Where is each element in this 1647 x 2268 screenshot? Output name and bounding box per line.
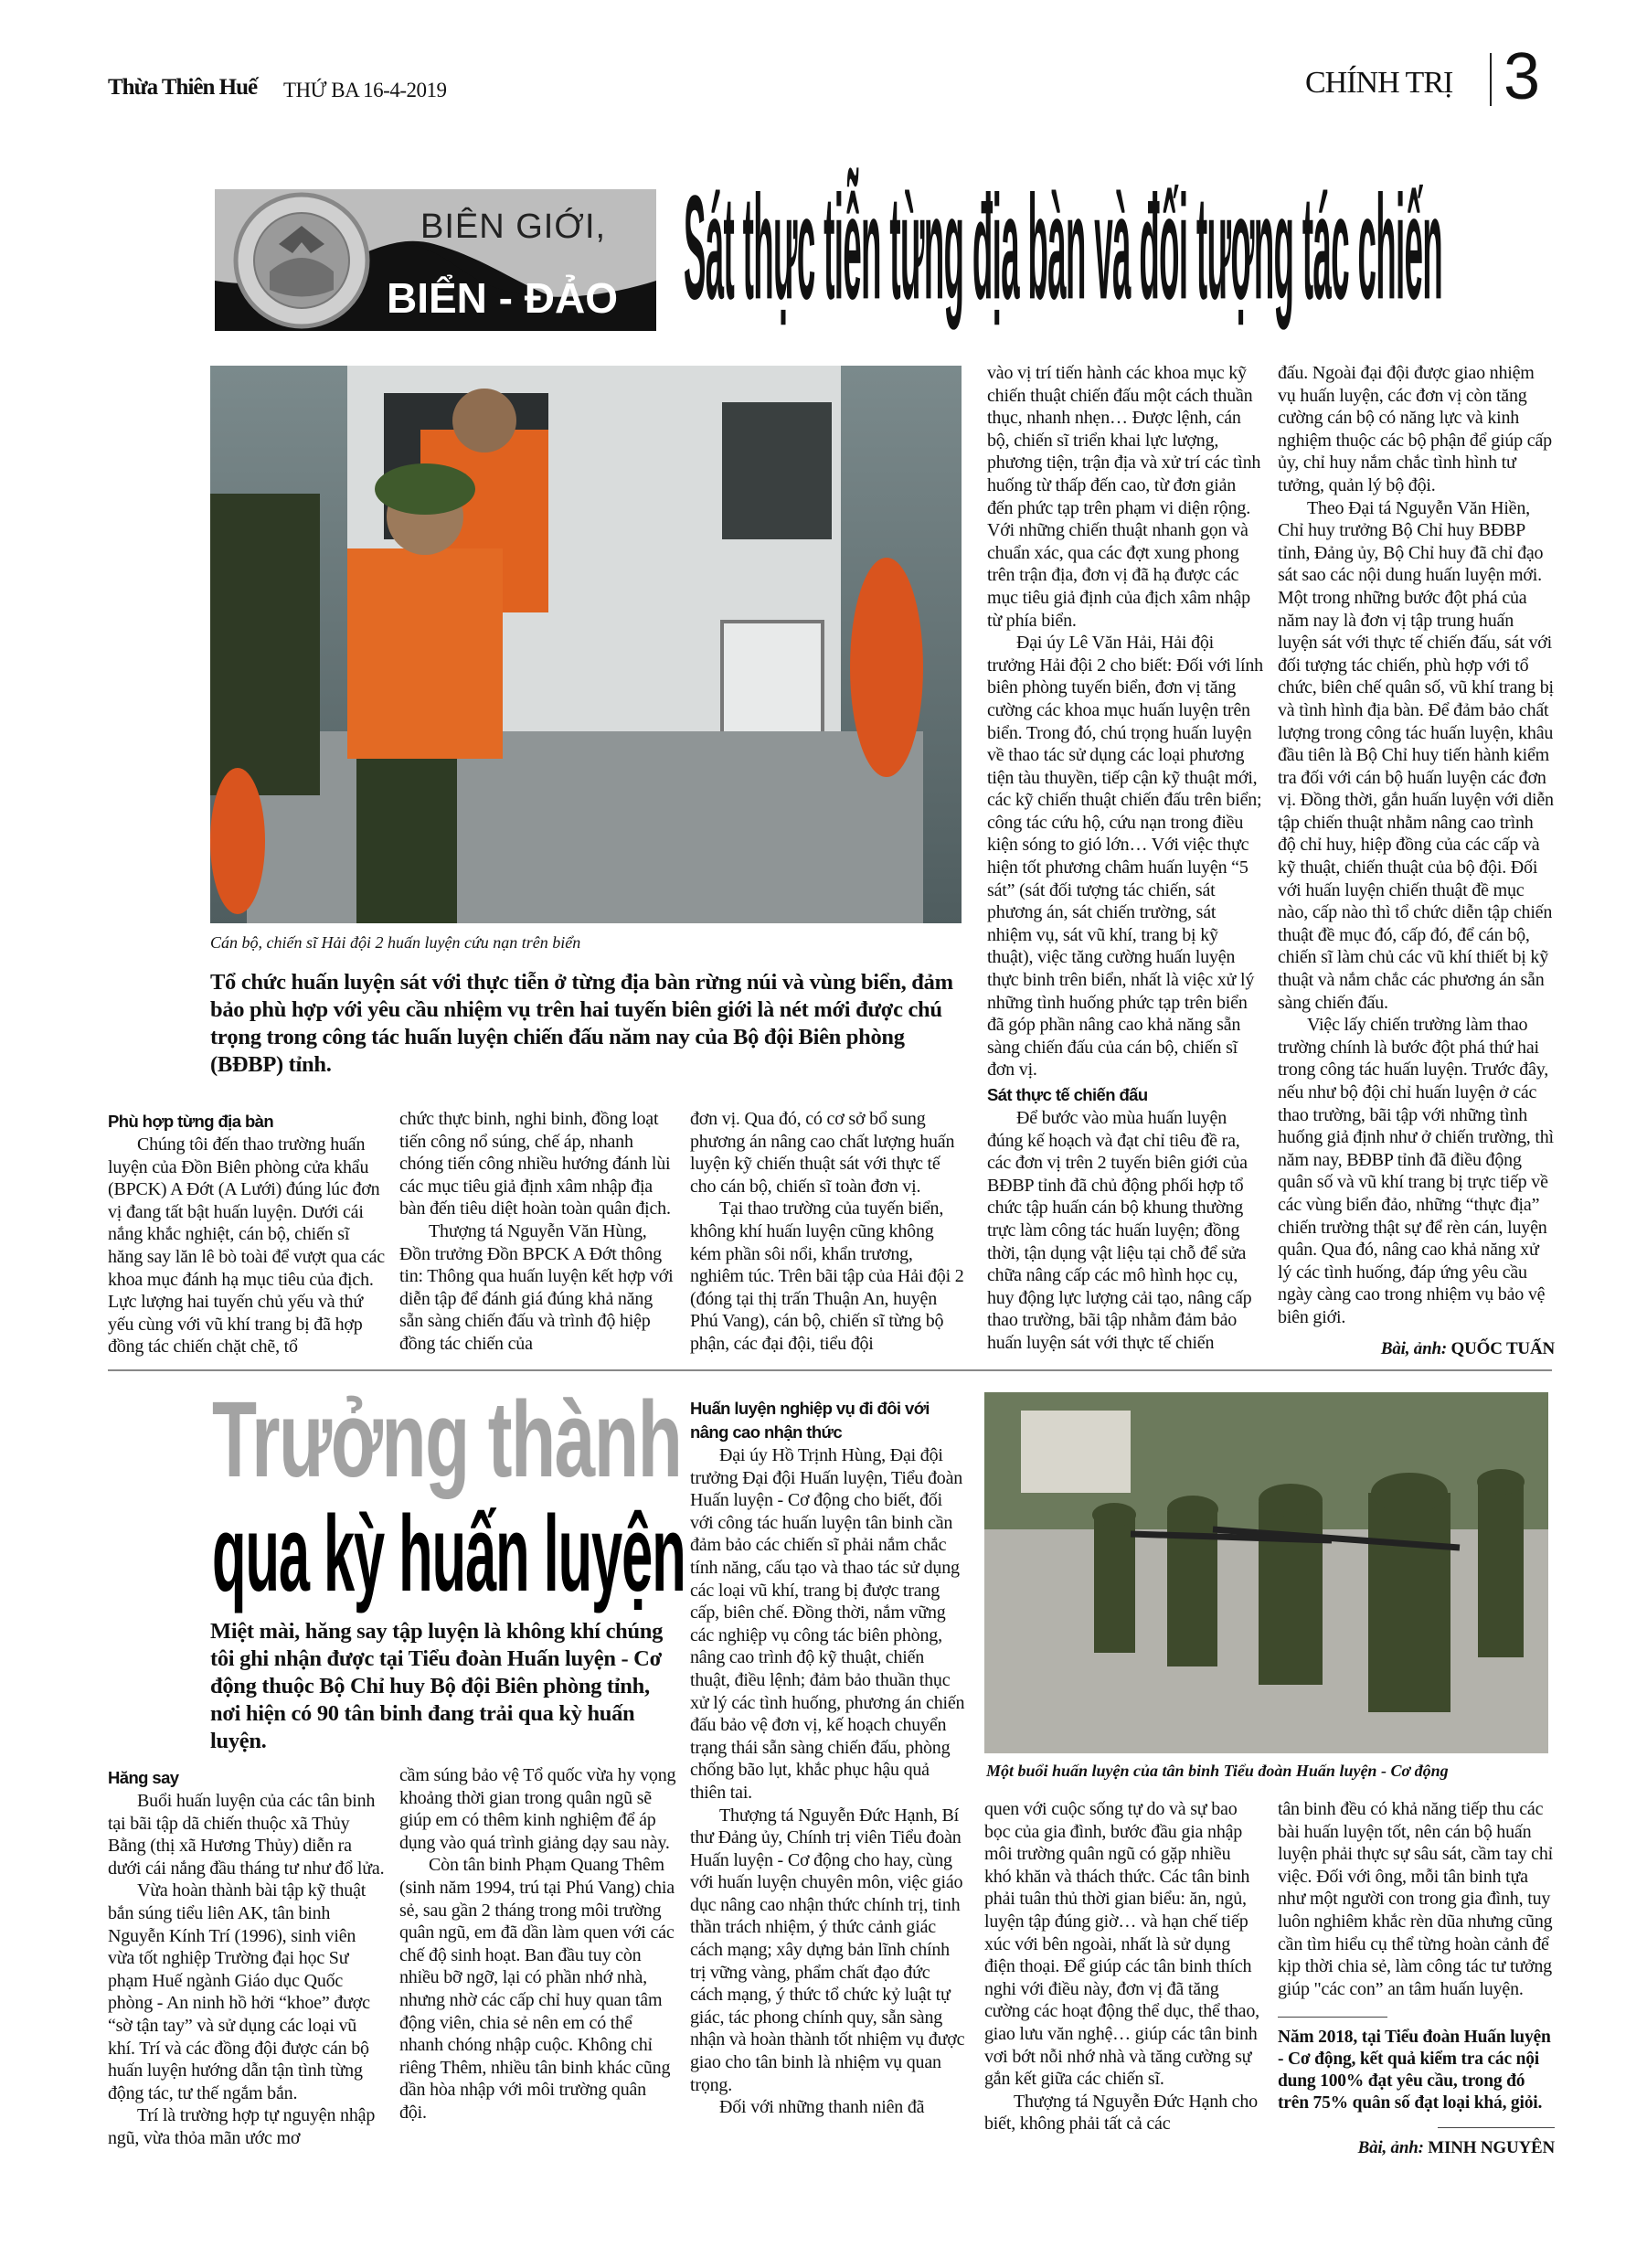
paragraph: Buổi huấn luyện của các tân binh tại bãi tập dã chiến thuộc xã Thủy Bằng (thị xã Hương Thủy) diễn ra dưới cái nắng đầu tháng tư như đổ lửa. [108, 1791, 385, 1879]
article1-photo [210, 366, 962, 923]
boat-rescue-photo [210, 366, 962, 923]
paragraph: quen với cuộc sống tự do và sự bao bọc của gia đình, bước đầu gia nhập môi trường quân ngũ có gặp nhiều khó khăn và thách thức. Các tân binh phải tuân thủ thời gian biểu: ăn, ngủ, luyện tập đúng giờ… và hạn chế tiếp xúc với bên ngoài, nhất là sử dụng điện thoại. Để giúp các tân binh thích nghi với điều này, đơn vị đã tăng cường các hoạt động thể dục, thể thao, giao lưu văn nghệ… giúp các tân binh vơi bớt nỗi nhớ nhà và tăng cường sự gắn kết giữa các chiến sĩ. [984, 1799, 1259, 2090]
paragraph: chức thực binh, nghi binh, đồng loạt tiến công nổ súng, chế áp, nhanh chóng tiến công nhiều hướng đánh lùi các mục tiêu giả định xâm nhập địa bàn đến tiêu diệt hoàn toàn quân địch. [399, 1109, 671, 1219]
section-logo [215, 189, 656, 331]
logo-text-bien-dao: BIỂN - ĐẢO [387, 274, 618, 322]
article2-photo-caption: Một buổi huấn luyện của tân binh Tiểu đoàn Huấn luyện - Cơ động [986, 1762, 1449, 1780]
paragraph: cầm súng bảo vệ Tổ quốc vừa hy vọng khoảng thời gian trong quân ngũ sẽ giúp em có thêm kinh nghiệm để áp dụng vào quá trình giảng dạy sau này. [399, 1765, 676, 1853]
newspaper-name: Thừa Thiên Huế [108, 75, 258, 100]
article1-title-text: Sát thực tiễn từng địa bàn và đối tượng tác chiến [684, 165, 1443, 331]
subheading: Phù hợp từng địa bàn [108, 1112, 274, 1131]
article2-title-line2-text: qua kỳ huấn luyện [212, 1494, 685, 1614]
article2-column-5 [1278, 1798, 1555, 2159]
recruits-training-photo [984, 1392, 1548, 1753]
article2 [0, 1369, 1647, 2159]
paragraph: Vừa hoàn thành bài tập kỹ thuật bắn súng tiểu liên AK, tân binh Nguyễn Kính Trí (1996), sinh viên vừa tốt nghiệp Trường đại học Sư phạm Huế ngành Giáo dục Quốc phòng - An ninh hồ hởi “khoe” được “sờ tận tay” và sử dụng các loại vũ khí. Trí và các đồng đội được cán bộ huấn luyện hướng dẫn tận tình từng động tác, tư thế ngắm bắn. [108, 1880, 370, 2103]
box-bottom-rule [1438, 2127, 1555, 2128]
paragraph: đấu. Ngoài đại đội được giao nhiệm vụ huấn luyện, các đơn vị còn tăng cường cán bộ có năng lực và kinh nghiệm thuộc các bộ phận để giúp cấp ủy, chỉ huy nắm chắc tình hình tư tưởng, quản lý bộ đội. [1278, 363, 1552, 495]
article2-title-line1-text: Trưởng thành [212, 1379, 682, 1500]
paragraph: Việc lấy chiến trường làm thao trường chính là bước đột phá thứ hai trong công tác huấn luyện. Trước đây, nếu như bộ đội chỉ huấn luyện ở các thao trường, bãi tập với những tình huống giả định như ở chiến trường, thì năm nay, BĐBP tỉnh đã điều động quân số và vũ khí trang bị trực tiếp về các vùng biển đảo, những “thực địa” chiến trường thật sự để rèn cán, luyện quân. Qua đó, nâng cao khả năng xử lý các tình huống, đáp ứng yêu cầu ngày càng cao trong nhiệm vụ bảo vệ biên giới. [1278, 1015, 1554, 1327]
paragraph: Thượng tá Nguyễn Văn Hùng, Đồn trưởng Đồn BPCK A Đớt thông tin: Thông qua huấn luyện kết hợp với diễn tập để đánh giá đúng khả năng sẵn sàng chiến đấu và trình độ hiệp đồng tác chiến của [399, 1220, 674, 1354]
paragraph: vào vị trí tiến hành các khoa mục kỹ chiến thuật chiến đấu một cách thuần thục, nhanh nhẹn… Được lệnh, cán bộ, chiến sĩ triển khai lực lượng, phương tiện, trận địa và xử trí các tình huống từ thấp đến cao, từ đơn giản đến phức tạp trên phạm vi diện rộng. Với những chiến thuật nhanh gọn và chuẩn xác, qua các đợt xung phong trên trận địa, đơn vị đã hạ được các mục tiêu giả định của địch xâm nhập từ phía biển. [987, 363, 1261, 631]
article2-column-4 [984, 1798, 1261, 2135]
article2-byline [1278, 2137, 1555, 2159]
article1-column-2 [399, 1108, 676, 1356]
paragraph: Còn tân binh Phạm Quang Thêm (sinh năm 1994, trú tại Phú Vang) chia sẻ, sau gần 2 tháng trong môi trường quân ngũ, em đã dần làm quen với các chế độ sinh hoạt. Ban đầu tuy còn nhiều bỡ ngỡ, lại có phần nhớ nhà, nhưng nhờ các cấp chỉ huy quan tâm động viên, chia sẻ nên em có thể nhanh chóng nhập cuộc. Không chỉ riêng Thêm, nhiều tân binh khác cũng dần hòa nhập với môi trường quân đội. [399, 1855, 675, 2123]
paragraph: Đại úy Hồ Trịnh Hùng, Đại đội trưởng Đại đội Huấn luyện, Tiểu đoàn Huấn luyện - Cơ động cho biết, đối với công tác huấn luyện tân binh cần đảm bảo các chiến sĩ phải nắm chắc tính năng, cấu tạo và thao tác sử dụng các loại vũ khí, trang bị được trang cấp, biên chế. Đồng thời, nắm vững các nghiệp vụ công tác biên phòng, nâng cao trình độ kỹ thuật, chiến thuật, điều lệnh; đảm bảo thuần thục xử lý các tình huống, phương án chiến đấu bảo vệ đơn vị, kế hoạch chuyển trạng thái sẵn sàng chiến đấu, phòng chống bão lụt, khắc phục hậu quả thiên tai. [690, 1445, 965, 1803]
byline-label: Bài, ảnh: [1357, 2138, 1424, 2158]
paragraph: tân binh đều có khả năng tiếp thu các bài huấn luyện tốt, nên cán bộ huấn luyện phải thực sự sâu sát, cầm tay chỉ việc. Đối với ông, mỗi tân binh tựa như một người con trong gia đình, tuy luôn nghiêm khắc rèn dũa nhưng cũng cần tìm hiểu cụ thể từng hoàn cảnh để kịp thời chia sẻ, làm công tác tư tưởng giúp "các con” an tâm huấn luyện. [1278, 1799, 1554, 1999]
box-top-rule [1278, 2017, 1387, 2018]
paragraph: Đối với những thanh niên đã [719, 2097, 925, 2118]
article-divider [108, 1369, 1552, 1371]
article2-column-3 [690, 1395, 967, 2119]
paragraph: Thượng tá Nguyễn Đức Hạnh cho biết, không phải tất cả các [984, 2091, 1258, 2135]
article1-photo-caption: Cán bộ, chiến sĩ Hải đội 2 huấn luyện cứu nạn trên biển [210, 933, 581, 952]
page-number: 3 [1504, 40, 1541, 113]
issue-date: THỨ BA 16-4-2019 [283, 79, 447, 101]
byline-label: Bài, ảnh: [1380, 1338, 1447, 1358]
article1-column-3 [690, 1108, 967, 1356]
article2-column-2 [399, 1764, 676, 2124]
paragraph: Trí là trường hợp tự nguyện nhập ngũ, vừa thỏa mãn ước mơ [108, 2105, 376, 2148]
paragraph: Theo Đại tá Nguyễn Văn Hiền, Chỉ huy trưởng Bộ Chỉ huy BĐBP tỉnh, Đảng ủy, Bộ Chỉ huy đã chỉ đạo sát sao các nội dung huấn luyện mới. Một trong những bước đột phá của năm nay là đơn vị tập trung huấn luyện sát với thực tế chiến đấu, sát với đối tượng tác chiến, phù hợp với tổ chức, biên chế quân số, vũ khí trang bị và tình hình địa bàn. Để đảm bảo chất lượng trong công tác huấn luyện, khâu đầu tiên là Bộ Chỉ huy tiến hành kiểm tra đối với cán bộ huấn luyện các đơn vị. Đồng thời, gắn huấn luyện với diễn tập chiến thuật nhằm nâng cao trình độ chỉ huy, hiệp đồng của các cấp và kỹ thuật, chiến thuật của bộ đội. Đối với huấn luyện chiến thuật đề mục nào, cấp nào thì tổ chức diễn tập chiến thuật đề mục đó, cấp đó, để cán bộ, chiến sĩ làm chủ các vũ khí thiết bị kỹ thuật và nắm chắc các phương án sẵn sàng chiến đấu. [1278, 497, 1554, 1013]
article1-column-1 [108, 1108, 385, 1358]
byline-author: MINH NGUYÊN [1428, 2138, 1555, 2158]
section-name: CHÍNH TRỊ [1305, 66, 1453, 100]
subheading: Hăng say [108, 1768, 179, 1787]
article1-lead: Tổ chức huấn luyện sát với thực tiễn ở từng địa bàn rừng núi và vùng biển, đảm bảo phù hợp với yêu cầu nhiệm vụ trên hai tuyến biên giới là nét mới được chú trọng trong công tác huấn luyện chiến đấu năm nay của Bộ đội Biên phòng (BĐBP) tỉnh. [210, 970, 953, 1077]
highlight-box: Năm 2018, tại Tiểu đoàn Huấn luyện - Cơ động, kết quả kiểm tra các nội dung 100% đạt yêu cầu, trong đó trên 75% quân số đạt loại khá, giỏi. [1278, 2028, 1551, 2114]
subheading: Huấn luyện nghiệp vụ đi đôi với nâng cao nhận thức [690, 1399, 930, 1442]
article2-column-1 [108, 1764, 385, 2150]
logo-text-bien-gioi: BIÊN GIỚI, [420, 208, 607, 246]
paragraph: Thượng tá Nguyễn Đức Hạnh, Bí thư Đảng ủy, Chính trị viên Tiểu đoàn Huấn luyện - Cơ động cho hay, cùng với huấn luyện chuyên môn, việc giáo dục nâng cao nhận thức chính trị, tinh thần trách nhiệm, ý thức cảnh giác cách mạng; xây dựng bản lĩnh chính trị vững vàng, phẩm chất đạo đức cách mạng, ý thức tổ chức kỷ luật tự giác, tác phong chính quy, sẵn sàng nhận và hoàn thành tốt nhiệm vụ được giao cho tân binh là nhiệm vụ quan trọng. [690, 1805, 965, 2095]
article1-title [684, 165, 1547, 338]
paragraph: Tại thao trường của tuyến biển, không khí huấn luyện cũng không kém phần sôi nổi, khẩn trương, nghiêm túc. Trên bãi tập của Hải đội 2 (đóng tại thị trấn Thuận An, huyện Phú Vang), cán bộ, chiến sĩ từng bộ phận, các đại đội, tiểu đội [690, 1198, 964, 1354]
article2-lead: Miệt mài, hăng say tập luyện là không khí chúng tôi ghi nhận được tại Tiểu đoàn Huấn luyện - Cơ động thuộc Bộ Chỉ huy Bộ đội Biên phòng tỉnh, nơi hiện có 90 tân binh đang trải qua kỳ huấn luyện. [210, 1619, 664, 1753]
paragraph: Để bước vào mùa huấn luyện đúng kế hoạch và đạt chỉ tiêu đề ra, các đơn vị trên 2 tuyến biên giới của BĐBP tỉnh đã chủ động phối hợp tổ chức tập huấn cán bộ khung thường trực làm công tác huấn luyện; đồng thời, tận dụng vật liệu tại chỗ để sửa chữa nâng cấp các mô hình học cụ, huy động lực lượng cải tạo, nâng cấp thao trường, bãi tập nhằm đảm bảo huấn luyện sát với thực tế chiến [987, 1108, 1252, 1353]
article2-photo [984, 1392, 1548, 1753]
article1-column-4 [987, 362, 1264, 1355]
paragraph: Đại úy Lê Văn Hải, Hải đội trưởng Hải đội 2 cho biết: Đối với lính biên phòng tuyến biển, đơn vị tăng cường các khoa mục huấn luyện trên biển. Trong đó, chú trọng huấn luyện về thao tác sử dụng các loại phương tiện tàu thuyền, tiếp cận kỹ thuật mới, các kỹ chiến thuật chiến đấu trên biển; công tác cứu hộ, cứu nạn trong điều kiện sóng to gió lớn… Với việc thực hiện tốt phương châm huấn luyện “5 sát” (sát đối tượng tác chiến, sát phương án, sát chiến trường, sát nhiệm vụ, sát vũ khí, trang bị kỹ thuật), việc tăng cường huấn luyện thực binh trên biển, nhất là việc xử lý những tình huống phức tạp trên biển đã góp phần nâng cao khả năng sẵn sàng chiến đấu của cán bộ, chiến sĩ đơn vị. [987, 633, 1263, 1081]
byline-author: QUỐC TUẤN [1450, 1338, 1555, 1358]
paragraph: đơn vị. Qua đó, có cơ sở bổ sung phương án nâng cao chất lượng huấn luyện kỹ chiến thuật sát với thực tế cho cán bộ, chiến sĩ toàn đơn vị. [690, 1109, 955, 1197]
article1-byline [1278, 1338, 1555, 1360]
header-divider [1490, 53, 1492, 106]
subheading: Sát thực tế chiến đấu [987, 1085, 1148, 1104]
paragraph: Chúng tôi đến thao trường huấn luyện của Đồn Biên phòng cửa khẩu (BPCK) A Đớt (A Lưới) đúng lúc đơn vị đang tất bật huấn luyện. Dưới cái nắng khắc nghiệt, cán bộ, chiến sĩ hăng say lăn lê bò toài để vượt qua các khoa mục đánh hạ mục tiêu của địch. Lực lượng hai tuyến chủ yếu và thứ yếu cùng với vũ khí trang bị đã hợp đồng tác chiến chặt chẽ, tổ [108, 1134, 385, 1358]
article1-column-5 [1278, 362, 1555, 1360]
